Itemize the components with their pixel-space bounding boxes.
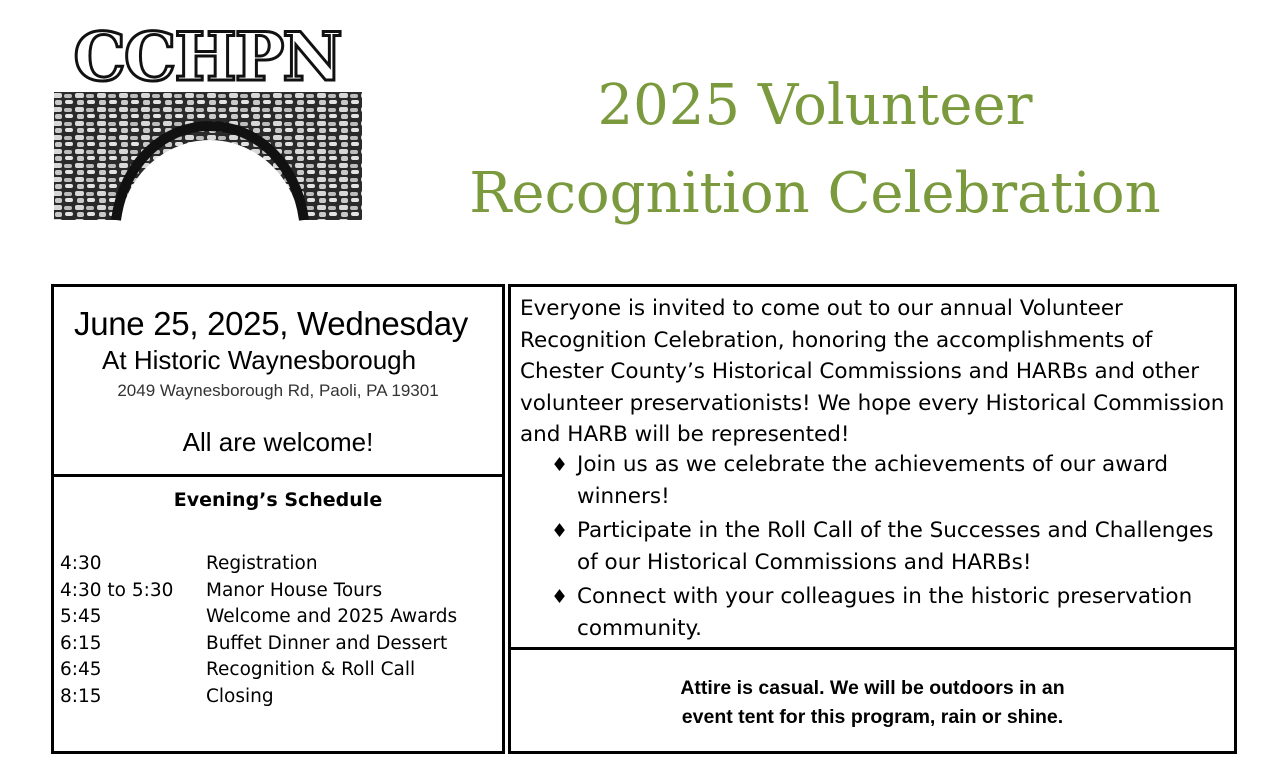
schedule-row <box>60 631 496 658</box>
schedule-activity: Manor House Tours <box>206 579 383 601</box>
event-address: 2049 Waynesborough Rd, Paoli, PA 19301 <box>117 381 439 400</box>
attire-line-1: Attire is casual. We will be outdoors in an <box>680 677 1065 699</box>
schedule-activity: Closing <box>206 685 274 707</box>
event-venue <box>102 345 416 376</box>
schedule-title: Evening’s Schedule <box>173 489 383 511</box>
schedule-activity: Buffet Dinner and Dessert <box>206 632 448 654</box>
schedule-time: 8:15 <box>60 685 102 707</box>
logo-wordmark: CCHPN <box>73 22 341 96</box>
title-line-1: 2025 Volunteer <box>597 73 1033 138</box>
schedule-row <box>60 657 496 684</box>
bullet-text: Join us as we celebrate the achievements of our award winners! <box>577 452 1169 509</box>
invitation-box <box>508 284 1237 650</box>
venue-prefix: At <box>102 345 127 375</box>
page-title <box>415 62 1215 238</box>
attire-box <box>508 647 1237 754</box>
schedule-list <box>60 551 496 710</box>
event-info-box <box>51 284 505 477</box>
schedule-time: 5:45 <box>60 606 102 627</box>
welcome-text: All are welcome! <box>182 427 374 457</box>
bullet-text: Connect with your colleagues in the historic preservation community. <box>577 584 1193 641</box>
invitation-paragraph: Everyone is invited to come out to our annual Volunteer Recognition Celebration, honoring the accomplishments of Chester County’s Historical Commissions and HARBs and other volunteer preservationists! We hope every Historical Commission and HARB will be represented! <box>520 296 1225 447</box>
schedule-time: 4:30 to 5:30 <box>60 579 174 601</box>
schedule-activity: Recognition & Roll Call <box>206 659 416 680</box>
schedule-row <box>60 684 496 711</box>
event-date: June 25, 2025, Wednesday <box>74 305 468 342</box>
schedule-row <box>60 551 496 578</box>
invitation-bullets <box>551 449 1231 647</box>
diamond-bullet-icon: ♦ <box>551 586 569 608</box>
schedule-time: 6:15 <box>60 632 102 654</box>
diamond-bullet-icon: ♦ <box>551 520 569 542</box>
schedule-activity: Welcome and 2025 Awards <box>206 606 458 627</box>
attire-line-2: event tent for this program, rain or shine. <box>681 706 1064 728</box>
venue-name: Historic Waynesborough <box>133 345 417 375</box>
schedule-time: 4:30 <box>60 553 102 574</box>
bullet-item <box>551 581 1231 645</box>
bullet-text: Participate in the Roll Call of the Successes and Challenges of our Historical Commissions and HARBs! <box>577 518 1214 575</box>
stone-arch-bridge-logo <box>52 22 364 222</box>
bullet-item <box>551 449 1231 513</box>
schedule-activity: Registration <box>206 553 318 574</box>
schedule-box <box>51 474 505 754</box>
cchpn-logo <box>52 22 364 222</box>
bullet-item <box>551 515 1231 579</box>
schedule-row <box>60 604 496 631</box>
schedule-time: 6:45 <box>60 659 102 680</box>
title-line-2: Recognition Celebration <box>469 161 1161 226</box>
diamond-bullet-icon: ♦ <box>551 454 569 476</box>
schedule-row <box>60 578 496 605</box>
attire-note <box>511 674 1234 732</box>
